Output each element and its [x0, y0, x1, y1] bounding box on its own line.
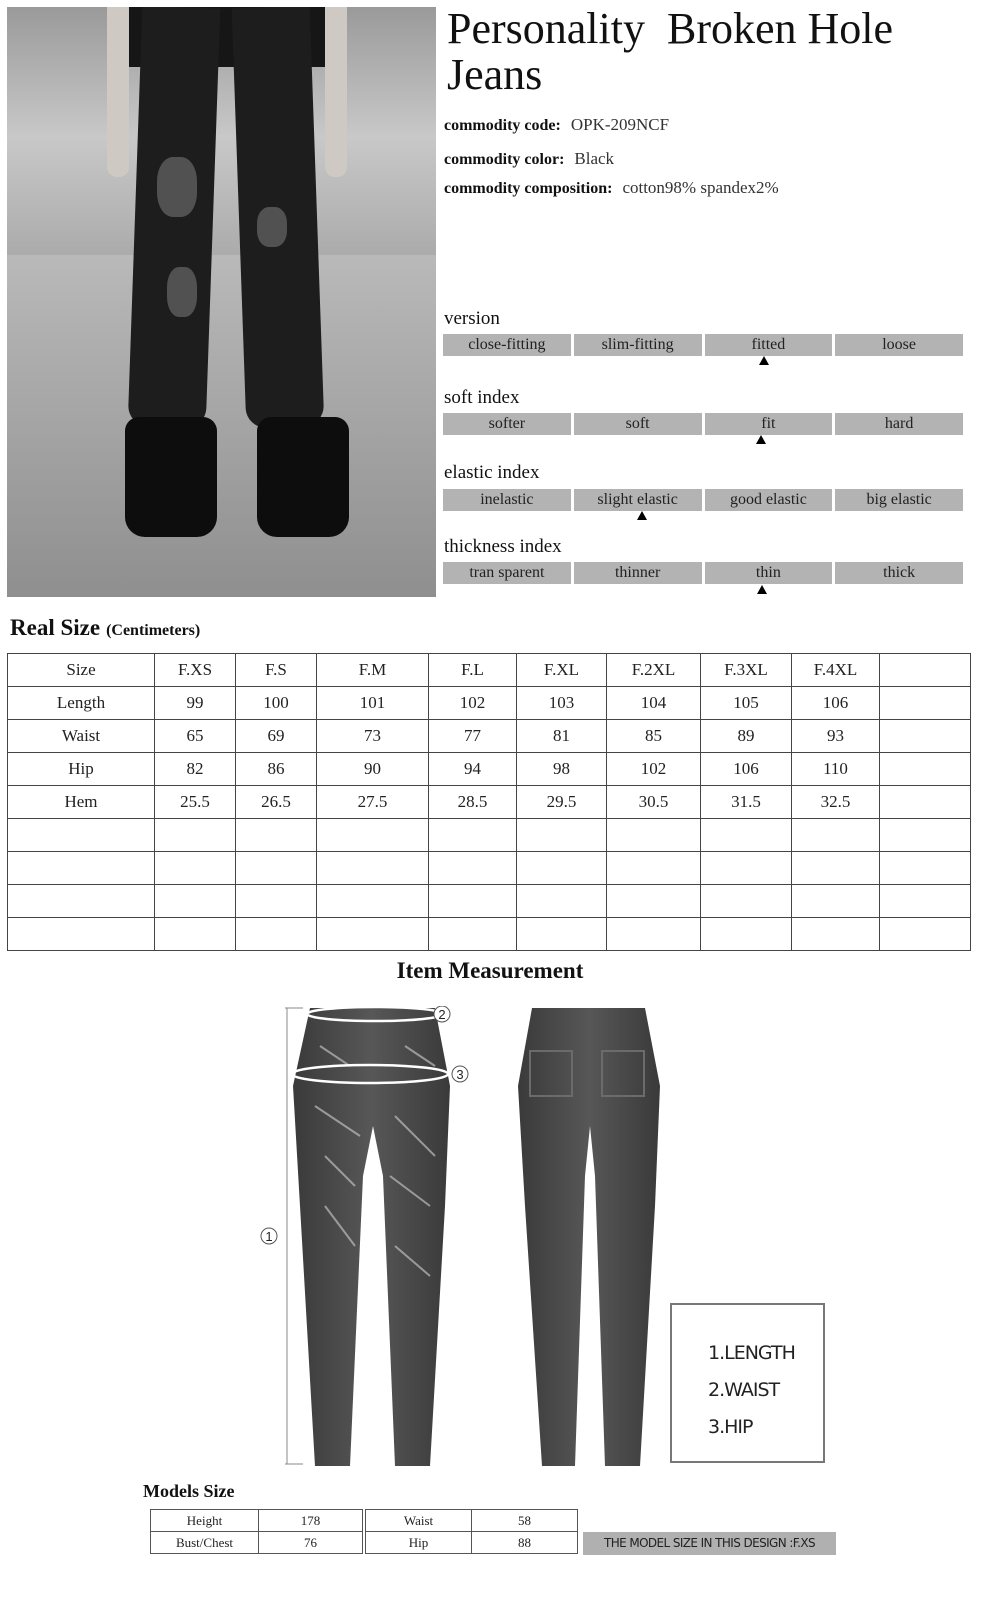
size-cell	[317, 885, 429, 918]
elastic-index-option: inelastic	[443, 489, 571, 511]
size-row-label	[8, 918, 155, 951]
version-option: close-fitting	[443, 334, 571, 356]
size-row	[8, 819, 971, 852]
size-cell: 100	[236, 687, 317, 720]
size-cell	[792, 885, 880, 918]
size-cell: 90	[317, 753, 429, 786]
jeans-front-illustration	[255, 1006, 485, 1476]
model-bust-label: Bust/Chest	[151, 1532, 259, 1554]
size-header-cell: F.XS	[155, 654, 236, 687]
size-cell	[701, 819, 792, 852]
size-cell	[792, 918, 880, 951]
size-cell	[236, 918, 317, 951]
size-header-cell: F.XL	[517, 654, 607, 687]
size-header-cell: F.3XL	[701, 654, 792, 687]
size-cell: 89	[701, 720, 792, 753]
size-cell: 31.5	[701, 786, 792, 819]
model-bust-value: 76	[259, 1532, 363, 1554]
elastic-index-marker-icon	[637, 511, 647, 520]
jeans-back-illustration	[510, 1006, 670, 1476]
size-cell: 86	[236, 753, 317, 786]
size-cell	[155, 852, 236, 885]
soft-index-bar	[443, 413, 963, 435]
model-hip-label: Hip	[366, 1532, 472, 1554]
size-cell	[236, 852, 317, 885]
size-cell: 77	[429, 720, 517, 753]
size-cell: 25.5	[155, 786, 236, 819]
soft-index-option: fit	[705, 413, 833, 435]
size-cell: 30.5	[607, 786, 701, 819]
size-row-label	[8, 819, 155, 852]
size-header-cell: F.S	[236, 654, 317, 687]
photo-rip	[157, 157, 197, 217]
size-cell: 65	[155, 720, 236, 753]
size-cell	[517, 819, 607, 852]
size-header-row	[8, 654, 971, 687]
photo-rip	[257, 207, 287, 247]
size-cell	[880, 687, 971, 720]
soft-index-label: soft index	[444, 387, 520, 408]
size-cell	[429, 819, 517, 852]
size-cell: 106	[701, 753, 792, 786]
size-cell: 28.5	[429, 786, 517, 819]
size-cell: 29.5	[517, 786, 607, 819]
commodity-color-value: Black	[574, 149, 615, 168]
soft-index-marker-icon	[756, 435, 766, 444]
thickness-index-bar	[443, 562, 963, 584]
real-size-heading: Real Size	[10, 615, 101, 640]
size-header-cell: F.M	[317, 654, 429, 687]
legend-length: 1.LENGTH	[708, 1342, 795, 1364]
size-cell	[792, 852, 880, 885]
elastic-index-label: elastic index	[444, 462, 540, 483]
size-cell: 73	[317, 720, 429, 753]
thickness-index-option: thick	[835, 562, 963, 584]
elastic-index-option: good elastic	[705, 489, 833, 511]
real-size-title	[10, 615, 200, 641]
legend-hip: 3.HIP	[708, 1416, 753, 1438]
models-size-title: Models Size	[143, 1481, 235, 1501]
size-cell: 103	[517, 687, 607, 720]
size-header-cell	[880, 654, 971, 687]
size-row-label	[8, 885, 155, 918]
commodity-color	[444, 149, 614, 169]
size-row	[8, 786, 971, 819]
size-cell	[317, 819, 429, 852]
size-header-cell: Size	[8, 654, 155, 687]
size-cell	[155, 885, 236, 918]
size-row	[8, 852, 971, 885]
size-row-label	[8, 852, 155, 885]
size-cell	[880, 885, 971, 918]
size-cell: 81	[517, 720, 607, 753]
size-cell: 99	[155, 687, 236, 720]
size-cell	[517, 918, 607, 951]
size-header-cell: F.4XL	[792, 654, 880, 687]
jeans-back-shape	[518, 1008, 660, 1466]
photo-boot-right	[257, 417, 349, 537]
size-cell: 32.5	[792, 786, 880, 819]
size-cell: 102	[607, 753, 701, 786]
size-cell	[880, 819, 971, 852]
size-cell	[317, 852, 429, 885]
size-cell: 85	[607, 720, 701, 753]
size-row	[8, 720, 971, 753]
photo-leg-left	[128, 7, 221, 428]
photo-rip	[167, 267, 197, 317]
commodity-code-label: commodity code:	[444, 117, 561, 134]
marker-1-text: 1	[265, 1229, 273, 1244]
model-hip-value: 88	[472, 1532, 578, 1554]
size-cell	[880, 786, 971, 819]
size-cell: 110	[792, 753, 880, 786]
elastic-index-option: big elastic	[835, 489, 963, 511]
measurement-legend	[670, 1303, 825, 1463]
size-cell	[236, 885, 317, 918]
product-photo	[7, 7, 436, 597]
version-option: slim-fitting	[574, 334, 702, 356]
size-cell: 93	[792, 720, 880, 753]
size-cell	[880, 918, 971, 951]
legend-waist: 2.WAIST	[708, 1379, 780, 1401]
thickness-index-label: thickness index	[444, 536, 562, 557]
thickness-index-option: thin	[705, 562, 833, 584]
commodity-color-label: commodity color:	[444, 151, 565, 168]
size-cell	[701, 852, 792, 885]
marker-3-text: 3	[456, 1067, 464, 1082]
model-waist-value: 58	[472, 1510, 578, 1532]
size-cell	[701, 918, 792, 951]
size-cell	[880, 753, 971, 786]
size-cell: 82	[155, 753, 236, 786]
model-size-note: THE MODEL SIZE IN THIS DESIGN :F.XS	[583, 1532, 836, 1555]
size-row	[8, 918, 971, 951]
size-header-cell: F.L	[429, 654, 517, 687]
commodity-composition	[444, 178, 779, 198]
size-row-label: Waist	[8, 720, 155, 753]
models-size-table-right	[365, 1509, 578, 1554]
models-size-table-left	[150, 1509, 363, 1554]
size-row	[8, 687, 971, 720]
marker-2-text: 2	[438, 1007, 446, 1022]
photo-boot-left	[125, 417, 217, 537]
size-cell: 105	[701, 687, 792, 720]
size-row	[8, 753, 971, 786]
jeans-front-shape	[293, 1008, 450, 1466]
size-cell	[792, 819, 880, 852]
size-cell	[517, 852, 607, 885]
size-cell	[317, 918, 429, 951]
size-cell: 104	[607, 687, 701, 720]
size-cell	[701, 885, 792, 918]
thickness-index-marker-icon	[757, 585, 767, 594]
photo-arm-left	[107, 7, 129, 177]
soft-index-option: softer	[443, 413, 571, 435]
commodity-composition-value: cotton98% spandex2%	[622, 178, 779, 197]
photo-floor	[7, 255, 436, 597]
real-size-unit: (Centimeters)	[106, 622, 201, 639]
size-row	[8, 885, 971, 918]
item-measurement-title: Item Measurement	[396, 958, 584, 983]
model-waist-label: Waist	[366, 1510, 472, 1532]
size-cell	[429, 885, 517, 918]
model-height-label: Height	[151, 1510, 259, 1532]
version-bar	[443, 334, 963, 356]
size-cell	[880, 720, 971, 753]
version-label: version	[444, 308, 500, 329]
commodity-code-value: OPK-209NCF	[570, 115, 670, 134]
size-cell	[607, 819, 701, 852]
elastic-index-bar	[443, 489, 963, 511]
commodity-code	[444, 115, 669, 135]
version-option: fitted	[705, 334, 833, 356]
soft-index-option: soft	[574, 413, 702, 435]
version-option: loose	[835, 334, 963, 356]
size-cell	[155, 819, 236, 852]
size-cell: 27.5	[317, 786, 429, 819]
size-cell: 69	[236, 720, 317, 753]
elastic-index-option: slight elastic	[574, 489, 702, 511]
size-cell: 102	[429, 687, 517, 720]
size-cell	[607, 918, 701, 951]
model-height-value: 178	[259, 1510, 363, 1532]
product-title: Personality Broken Hole Jeans	[447, 4, 894, 99]
real-size-table	[7, 653, 971, 951]
thickness-index-option: thinner	[574, 562, 702, 584]
size-cell: 98	[517, 753, 607, 786]
size-row-label: Length	[8, 687, 155, 720]
size-cell	[429, 852, 517, 885]
version-marker-icon	[759, 356, 769, 365]
size-cell	[517, 885, 607, 918]
size-cell	[236, 819, 317, 852]
size-cell	[607, 885, 701, 918]
size-cell: 26.5	[236, 786, 317, 819]
size-cell	[607, 852, 701, 885]
size-cell: 94	[429, 753, 517, 786]
size-cell: 106	[792, 687, 880, 720]
size-row-label: Hem	[8, 786, 155, 819]
size-cell	[155, 918, 236, 951]
photo-arm-right	[325, 7, 347, 177]
size-cell: 101	[317, 687, 429, 720]
commodity-composition-label: commodity composition:	[444, 180, 613, 197]
size-cell	[429, 918, 517, 951]
size-row-label: Hip	[8, 753, 155, 786]
thickness-index-option: tran sparent	[443, 562, 571, 584]
soft-index-option: hard	[835, 413, 963, 435]
size-cell	[880, 852, 971, 885]
size-header-cell: F.2XL	[607, 654, 701, 687]
